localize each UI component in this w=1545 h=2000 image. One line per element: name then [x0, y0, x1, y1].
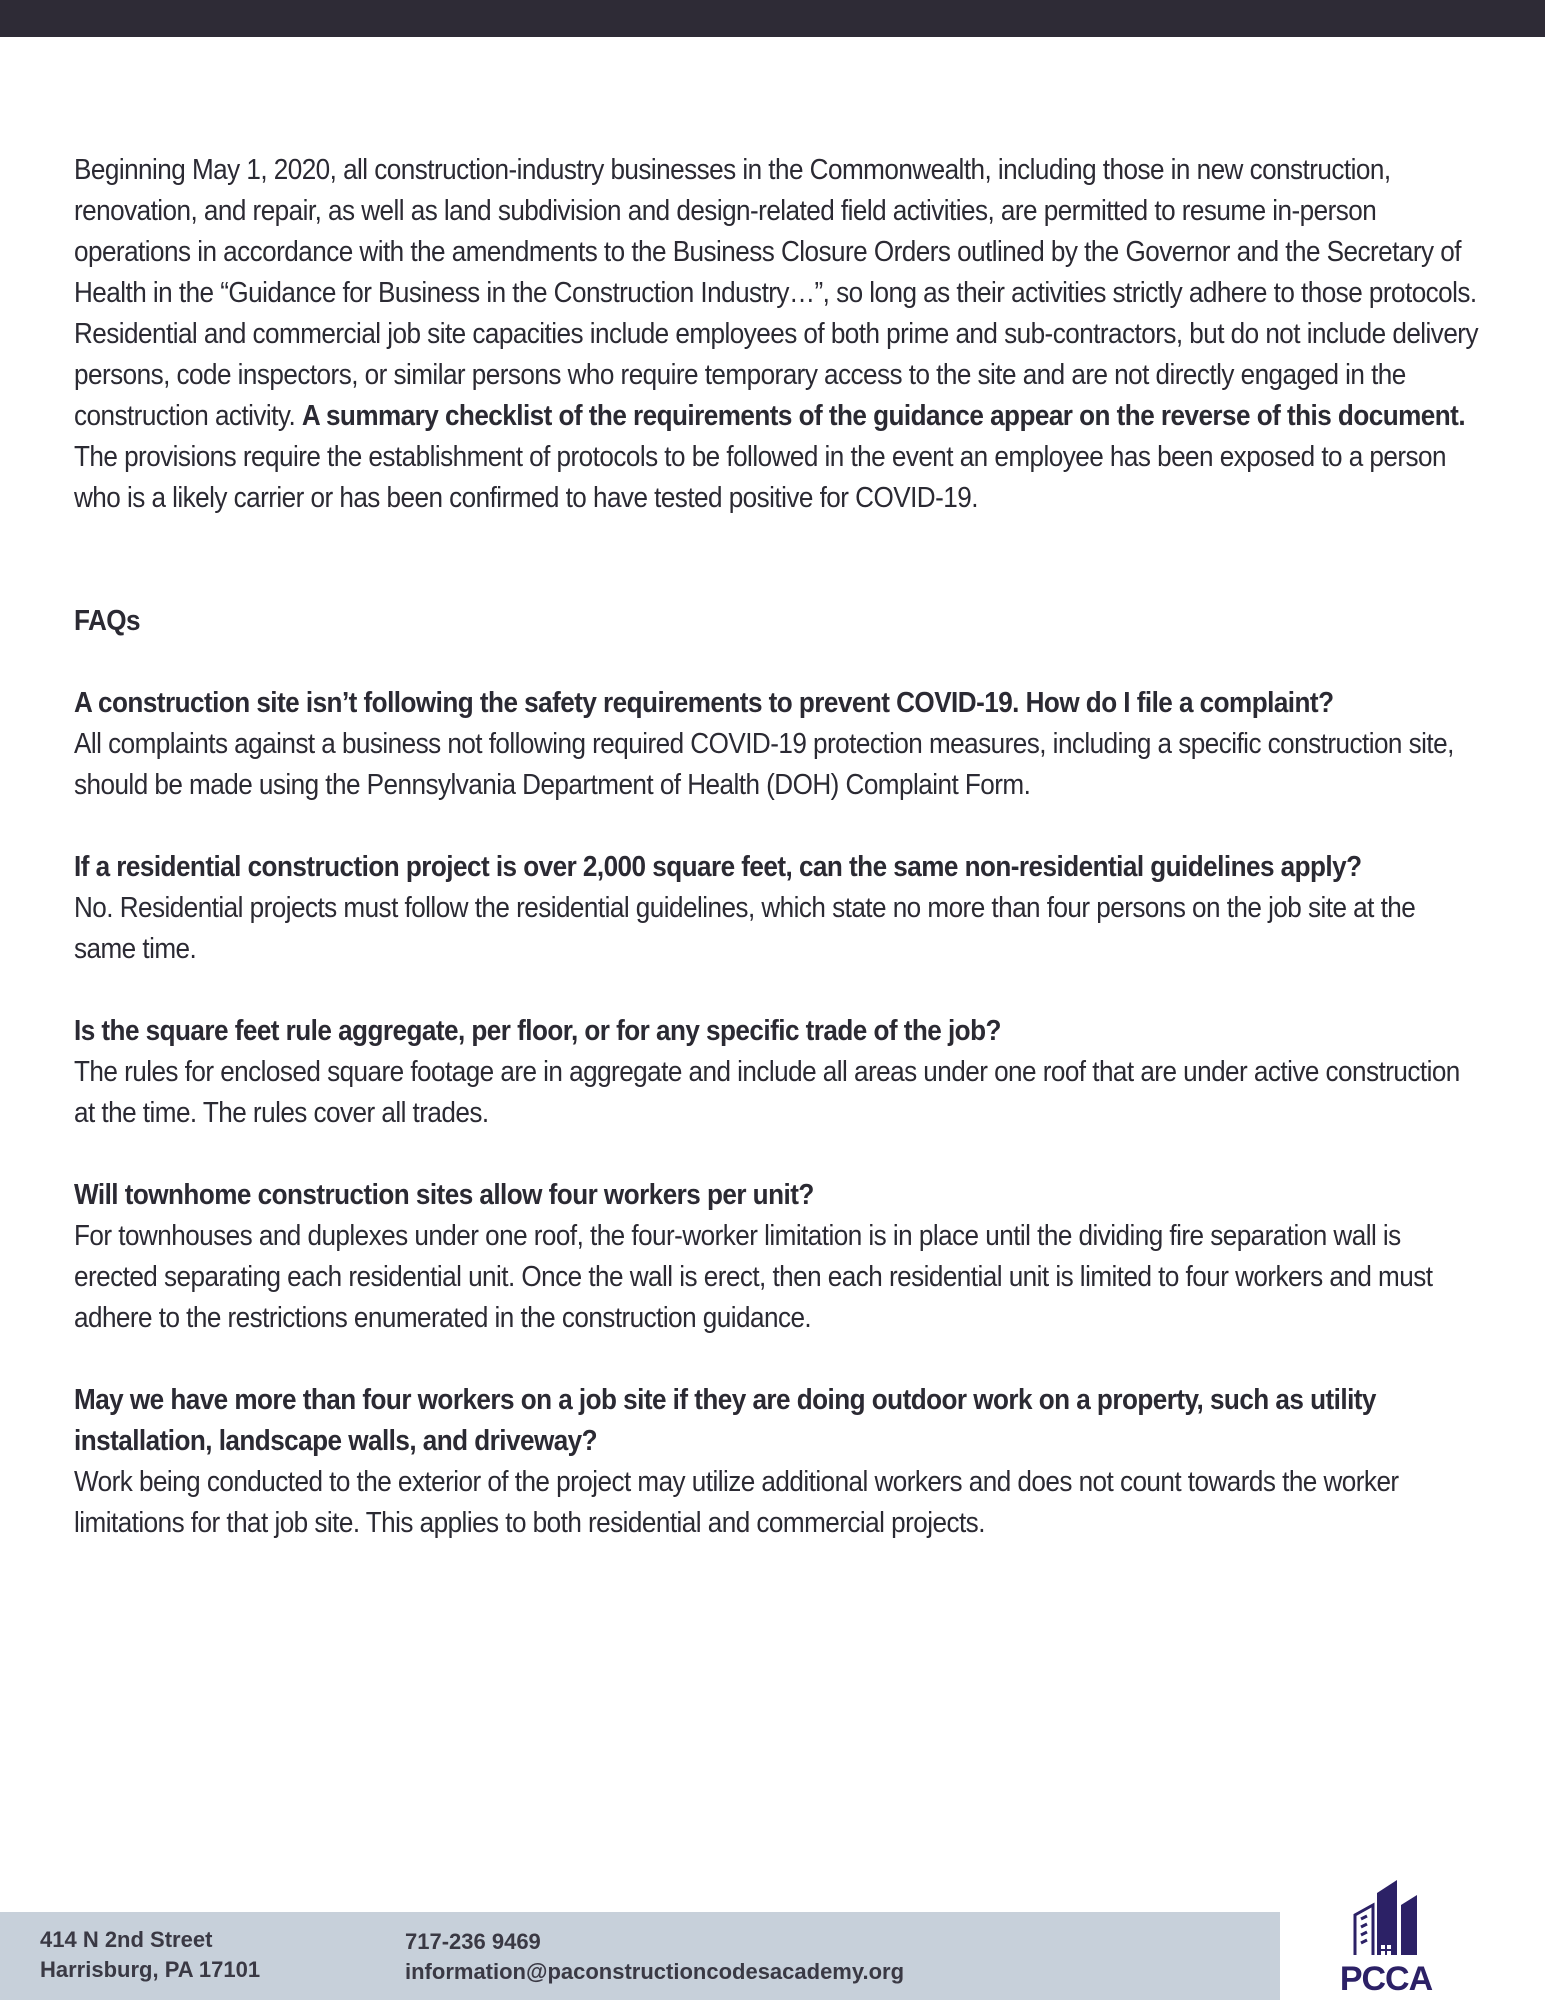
address-line-2: Harrisburg, PA 17101 — [40, 1957, 261, 1982]
faq-answer: The rules for enclosed square footage are in aggregate and include all areas under one roof that are under active construction at the time. The rules cover all trades. — [74, 1056, 1460, 1129]
intro-paragraph — [74, 150, 1478, 519]
faq-question: Is the square feet rule aggregate, per floor, or for any specific trade of the job? — [74, 1015, 1001, 1047]
intro-text-end: The provisions require the establishment of protocols to be followed in the event an employee has been exposed to a person who is a likely carrier or has been confirmed to have tested positive for COVID-19. — [74, 441, 1446, 514]
phone-number: 717-236 9469 — [405, 1929, 541, 1954]
faq-item — [74, 683, 1478, 806]
faq-question — [74, 683, 1478, 724]
faq-item — [74, 847, 1478, 970]
document-body — [74, 150, 1478, 1585]
footer-address — [40, 1925, 260, 1985]
faq-item — [74, 1011, 1478, 1134]
faq-answer: All complaints against a business not following required COVID-19 protection measures, including a specific construction site, should be made using the Pennsylvania Department of Health (DOH) Complaint Form. — [74, 728, 1454, 801]
top-bar — [0, 0, 1545, 37]
footer-contact — [405, 1927, 904, 1987]
faq-question-text: A construction site isn’t following the safety requirements to prevent COVID-19. How do I file a complaint? — [74, 687, 1334, 719]
faq-answer: No. Residential projects must follow the residential guidelines, which state no more than four persons on the job site at the same time. — [74, 892, 1416, 965]
faq-item — [74, 1175, 1478, 1339]
faq-question: Will townhome construction sites allow four workers per unit? — [74, 1179, 814, 1211]
faq-question: May we have more than four workers on a job site if they are doing outdoor work on a property, such as utility installation, landscape walls, and driveway? — [74, 1384, 1376, 1457]
faq-answer: For townhouses and duplexes under one roof, the four-worker limitation is in place until the dividing fire separation wall is erected separating each residential unit. Once the wall is erect, then each residential unit is limited to four workers and must adhere to the restrictions enumerated in the construction guidance. — [74, 1220, 1433, 1334]
faq-heading: FAQs — [74, 605, 141, 637]
faq-answer: Work being conducted to the exterior of the project may utilize additional workers and does not count towards the worker limitations for that job site. This applies to both residential and commercial projects. — [74, 1466, 1399, 1539]
intro-text-start: Beginning May 1, 2020, all construction-industry businesses in the Commonwealth, including those in new construction, renovation, and repair, as well as land subdivision and design-related field activities, are permitted to resume in-person operations in accordance with the amendments to the Business Closure Orders outlined by the Governor and the Secretary of Health in the “Guidance for Business in the Construction Industry…”, so long as their activities strictly adhere to those protocols. Residential and commercial job site capacities include employees of both prime and sub-contractors, but do not include delivery persons, code inspectors, or similar persons who require temporary access to the site and are not directly engaged in the construction activity. — [74, 154, 1478, 432]
faq-question: If a residential construction project is over 2,000 square feet, can the same non-residential guidelines apply? — [74, 851, 1362, 883]
intro-bold-note: A summary checklist of the requirements of the guidance appear on the reverse of this document. — [301, 400, 1466, 432]
address-line-1: 414 N 2nd Street — [40, 1927, 213, 1952]
logo-wordmark: PCCA — [1339, 1960, 1433, 1998]
faq-item — [74, 1380, 1478, 1544]
email-address: information@paconstructioncodesacademy.org — [405, 1959, 905, 1984]
